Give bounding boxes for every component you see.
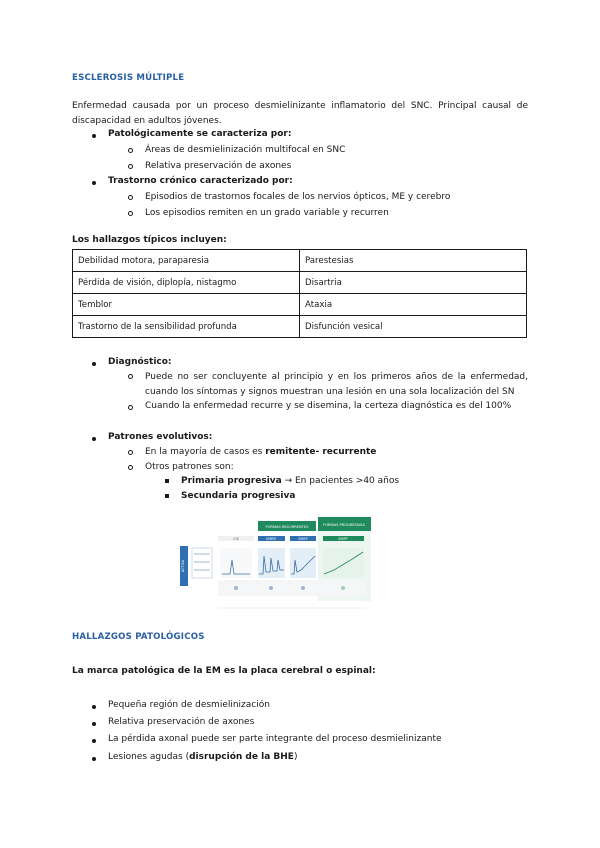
- bullet-icon: [92, 134, 96, 138]
- section-title: ESCLEROSIS MÚLTIPLE: [72, 73, 185, 83]
- marker-dot: [301, 586, 305, 590]
- table-cell: Ataxia: [300, 294, 527, 316]
- list-item-emphasis: disrupción de la BHE: [189, 752, 294, 762]
- table-cell: Disartria: [300, 272, 527, 294]
- bullet-label: Diagnóstico:: [108, 357, 172, 367]
- list-item-text: ): [293, 752, 298, 762]
- section-title: HALLAZGOS PATOLÓGICOS: [72, 632, 205, 642]
- table-row: [73, 272, 527, 294]
- bullet-icon: [92, 181, 96, 185]
- table-cell: Debilidad motora, paraparesia: [73, 250, 300, 272]
- col-cis-label: CIS: [233, 537, 239, 541]
- list-item-emphasis: remitente- recurrente: [265, 447, 377, 457]
- circle-bullet-icon: [128, 405, 133, 410]
- sub-list-item: Secundaria progresiva: [181, 491, 296, 501]
- bullet-icon: [92, 362, 96, 366]
- list-item: La pérdida axonal puede ser parte integrante del proceso desmielinizante: [108, 734, 442, 744]
- col-emsp-label: EMSP: [298, 537, 308, 541]
- list-item: Pequeña región de desmielinización: [108, 700, 270, 710]
- circle-bullet-icon: [128, 164, 133, 169]
- col-empp-label: EMPP: [338, 537, 348, 541]
- marker-dot: [341, 586, 345, 590]
- list-item: [108, 752, 297, 762]
- marker-dot: [269, 586, 273, 590]
- table-row: [73, 316, 527, 338]
- bullet-label: Patológicamente se caracteriza por:: [108, 129, 292, 139]
- bullet-icon: [92, 705, 96, 709]
- circle-bullet-icon: [128, 450, 133, 455]
- list-item: Otros patrones son:: [145, 462, 234, 472]
- table-row: [73, 294, 527, 316]
- panel-cis: [220, 548, 252, 578]
- list-item: Puede no ser concluyente al principio y en los primeros años de la enfermedad, cuando los síntomas y signos muestran una lesión en una sola localización del SN: [145, 372, 528, 397]
- table-title: Los hallazgos típicos incluyen:: [72, 235, 227, 245]
- circle-bullet-icon: [128, 195, 133, 200]
- header-recurrentes-label: FORMAS RECURRENTES: [265, 525, 309, 529]
- ms-patterns-figure: [178, 516, 383, 614]
- bullet-icon: [92, 757, 96, 761]
- list-item: [145, 447, 376, 457]
- list-item: Los episodios remiten en un grado variable y recurren: [145, 208, 389, 218]
- list-item: Relativa preservación de axones: [108, 717, 255, 727]
- ms-patterns-diagram: [178, 516, 383, 614]
- header-progresivas-label: FORMAS PROGRESIVAS: [323, 523, 365, 527]
- list-item: Relativa preservación de axones: [145, 161, 292, 171]
- circle-bullet-icon: [128, 211, 133, 216]
- table-row: [73, 250, 527, 272]
- sub-list-item: [181, 476, 399, 486]
- table-cell: Pérdida de visión, diplopía, nistagmo: [73, 272, 300, 294]
- bullet-icon: [92, 437, 96, 441]
- table-cell: Temblor: [73, 294, 300, 316]
- circle-bullet-icon: [128, 465, 133, 470]
- bullet-label: Trastorno crónico caracterizado por:: [108, 176, 293, 186]
- list-item-text: Lesiones agudas (: [108, 752, 190, 762]
- panel-empp: [323, 548, 364, 578]
- table-cell: Disfunción vesical: [300, 316, 527, 338]
- circle-bullet-icon: [128, 374, 133, 379]
- list-item-text: En la mayoría de casos es: [145, 447, 266, 457]
- bullet-icon: [92, 722, 96, 726]
- list-item: Episodios de trastornos focales de los nervios ópticos, ME y cerebro: [145, 192, 451, 202]
- list-item: Áreas de desmielinización multifocal en SNC: [145, 145, 346, 155]
- table-cell: Parestesias: [300, 250, 527, 272]
- circle-bullet-icon: [128, 148, 133, 153]
- marker-dot: [234, 586, 238, 590]
- square-bullet-icon: [165, 479, 169, 483]
- table-cell: Trastorno de la sensibilidad profunda: [73, 316, 300, 338]
- bullet-label: Patrones evolutivos:: [108, 432, 213, 442]
- section-intro: La marca patológica de la EM es la placa cerebral o espinal:: [72, 666, 376, 676]
- legend-box: [192, 548, 212, 578]
- square-bullet-icon: [165, 494, 169, 498]
- sub-item-emphasis: Primaria progresiva: [181, 476, 282, 486]
- intro-paragraph: Enfermedad causada por un proceso desmielinizante inflamatorio del SNC. Principal causal de discapacidad en adultos jóvenes.: [72, 101, 528, 126]
- col-emrr-label: EMRR: [266, 537, 276, 541]
- side-activa-label: ACTIVA: [181, 559, 185, 573]
- sub-item-text: → En pacientes >40 años: [281, 476, 400, 486]
- bullet-icon: [92, 739, 96, 743]
- findings-table: [72, 249, 527, 338]
- list-item: Cuando la enfermedad recurre y se disemina, la certeza diagnóstica es del 100%: [145, 401, 512, 411]
